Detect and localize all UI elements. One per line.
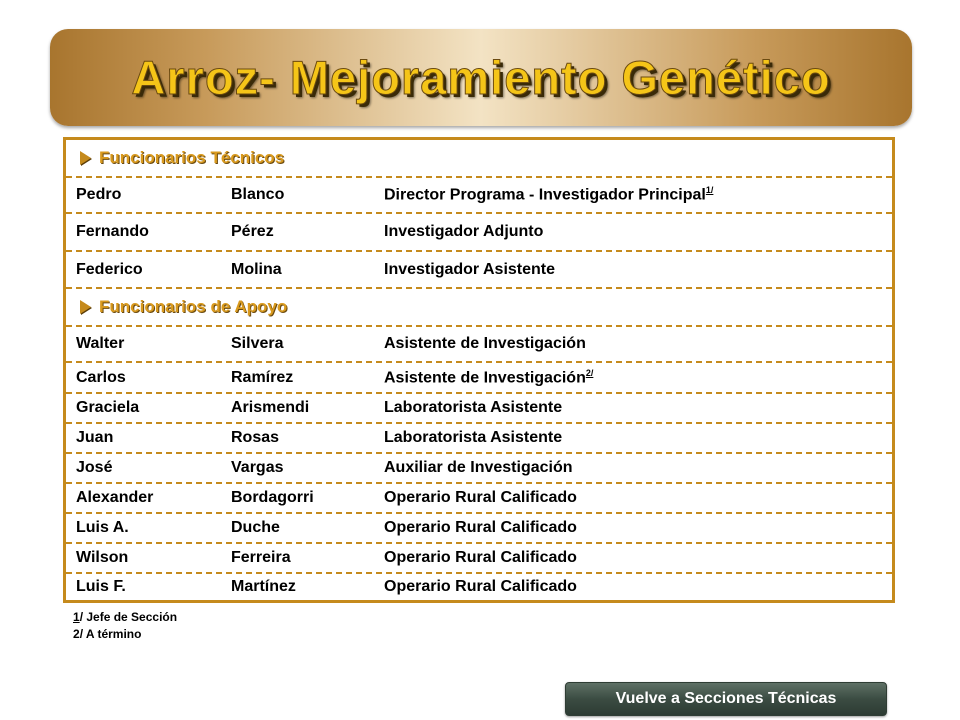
last-name: Blanco xyxy=(231,186,285,203)
first-name: Carlos xyxy=(76,368,126,386)
table-row xyxy=(66,574,892,600)
last-name: Vargas xyxy=(231,459,284,476)
table-row xyxy=(66,544,892,574)
role: Investigador Adjunto xyxy=(384,223,544,240)
arrow-bullet-icon xyxy=(80,151,91,165)
first-name: Pedro xyxy=(76,186,122,203)
footnote-2 xyxy=(73,626,177,643)
first-name: Luis A. xyxy=(76,519,129,536)
table-row xyxy=(66,454,892,484)
page-title: Arroz- Mejoramiento Genético xyxy=(131,51,831,104)
footnotes xyxy=(73,609,177,643)
last-name: Silvera xyxy=(231,335,284,352)
role: Operario Rural Calificado xyxy=(384,489,577,506)
first-name: Graciela xyxy=(76,399,140,416)
role: Laboratorista Asistente xyxy=(384,429,563,446)
title-banner xyxy=(50,29,912,126)
staff-table xyxy=(63,137,895,603)
footnote-text: / A término xyxy=(79,627,142,641)
role xyxy=(384,185,713,204)
first-name: Fernando xyxy=(76,223,149,240)
role: Operario Rural Calificado xyxy=(384,578,577,595)
first-name: Wilson xyxy=(76,549,129,566)
role: Laboratorista Asistente xyxy=(384,399,563,416)
section-header-apoyo xyxy=(66,289,892,327)
last-name: Ramírez xyxy=(231,368,294,386)
section-header-tecnicos xyxy=(66,140,892,178)
table-row xyxy=(66,394,892,424)
table-row xyxy=(66,363,892,394)
first-name: José xyxy=(76,459,113,476)
role: Operario Rural Calificado xyxy=(384,519,577,536)
table-row xyxy=(66,484,892,514)
footnote-mark: 2/ xyxy=(585,367,594,378)
footnote-mark: 2 xyxy=(73,627,80,641)
first-name: Walter xyxy=(76,335,125,352)
first-name: Alexander xyxy=(76,489,154,506)
role xyxy=(384,368,593,387)
role-text: Director Programa - Investigador Principal xyxy=(384,186,706,204)
section-label: Funcionarios de Apoyo xyxy=(99,297,288,316)
last-name: Bordagorri xyxy=(231,489,314,506)
footnote-1 xyxy=(73,609,177,626)
footnote-mark: 1/ xyxy=(705,185,714,196)
first-name: Luis F. xyxy=(76,578,126,595)
last-name: Arismendi xyxy=(231,399,310,416)
last-name: Molina xyxy=(231,260,282,278)
back-to-sections-button[interactable]: Vuelve a Secciones Técnicas xyxy=(565,682,887,716)
first-name: Federico xyxy=(76,260,143,278)
role: Operario Rural Calificado xyxy=(384,549,577,566)
last-name: Duche xyxy=(231,519,280,536)
first-name: Juan xyxy=(76,429,114,446)
arrow-bullet-icon xyxy=(80,300,91,314)
role: Auxiliar de Investigación xyxy=(384,459,573,476)
table-row xyxy=(66,214,892,252)
role-text: Asistente de Investigación xyxy=(384,369,586,387)
table-row xyxy=(66,252,892,289)
section-label: Funcionarios Técnicos xyxy=(99,148,285,167)
last-name: Pérez xyxy=(231,223,274,240)
table-row xyxy=(66,178,892,214)
last-name: Martínez xyxy=(231,578,296,595)
footnote-mark: 1 xyxy=(73,610,80,624)
role: Investigador Asistente xyxy=(384,260,556,278)
table-row xyxy=(66,424,892,454)
last-name: Ferreira xyxy=(231,549,291,566)
table-row xyxy=(66,514,892,544)
last-name: Rosas xyxy=(231,429,280,446)
footnote-text: / Jefe de Sección xyxy=(79,610,178,624)
table-row xyxy=(66,327,892,363)
role: Asistente de Investigación xyxy=(384,335,586,352)
